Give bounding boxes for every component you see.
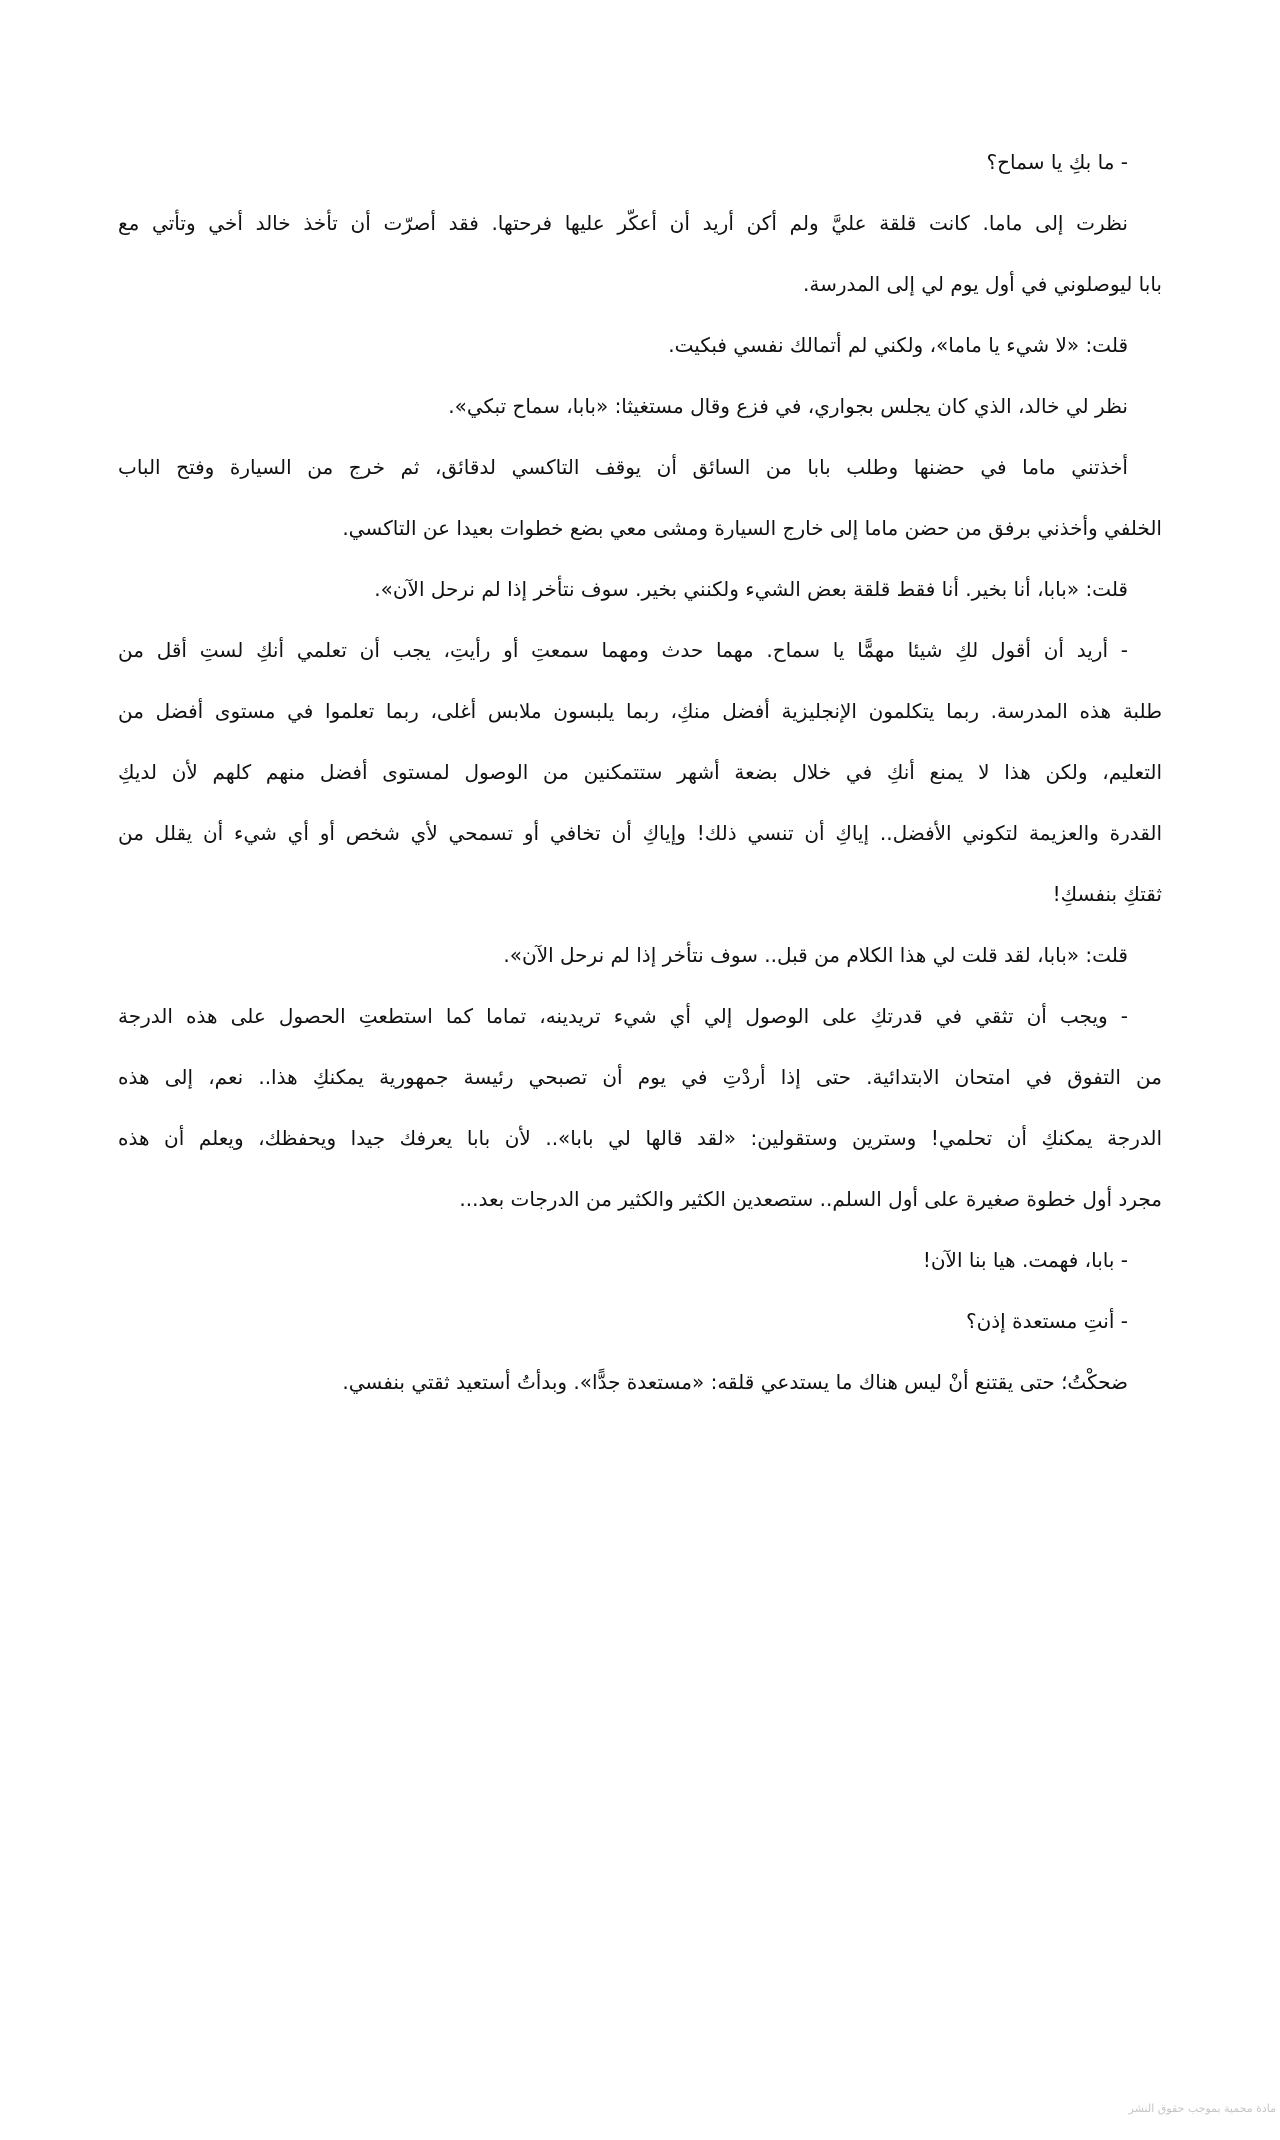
text-line: قلت: «لا شيء يا ماما»، ولكني لم أتمالك نفسي فبكيت. bbox=[668, 333, 1128, 357]
copyright-watermark: مادة محمية بموجب حقوق النشر bbox=[1128, 2102, 1276, 2115]
text-line: مجرد أول خطوة صغيرة على أول السلم.. ستصعدين الكثير والكثير من الدرجات بعد... bbox=[459, 1187, 1162, 1211]
paragraph-narration-4 bbox=[118, 437, 1162, 559]
text-line: من التفوق في امتحان الابتدائية. حتى إذا أردْتِ في يوم أن تصبحي رئيسة جمهورية يمكنكِ هذا.. نعم، إلى هذه bbox=[118, 1065, 1162, 1089]
text-line: الدرجة يمكنكِ أن تحلمي! وسترين وستقولين: «لقد قالها لي بابا».. لأن بابا يعرفك جيدا ويحفظك، ويعلم أن هذه bbox=[118, 1126, 1162, 1150]
text-line: ضحكْتُ؛ حتى يقتنع أنْ ليس هناك ما يستدعي قلقه: «مستعدة جدًّا». وبدأتُ أستعيد ثقتي بنفسي. bbox=[342, 1370, 1128, 1394]
text-line: نظرت إلى ماما. كانت قلقة عليَّ ولم أكن أريد أن أعكّر عليها فرحتها. فقد أصرّت أن تأخذ خالد أخي وتأتي مع bbox=[118, 211, 1128, 235]
text-line: - أنتِ مستعدة إذن؟ bbox=[965, 1309, 1128, 1333]
text-line: طلبة هذه المدرسة. ربما يتكلمون الإنجليزية أفضل منكِ، ربما يلبسون ملابس أغلى، ربما تعلموا في مستوى أفضل من bbox=[118, 699, 1162, 723]
text-line: قلت: «بابا، أنا بخير. أنا فقط قلقة بعض الشيء ولكنني بخير. سوف نتأخر إذا لم نرحل الآن». bbox=[374, 577, 1128, 601]
paragraph-narration-3 bbox=[118, 376, 1162, 437]
paragraph-narration-6 bbox=[118, 925, 1162, 986]
text-line: ثقتكِ بنفسكِ! bbox=[1052, 882, 1162, 906]
paragraph-dialogue-1 bbox=[118, 132, 1162, 193]
paragraph-narration-7 bbox=[118, 1352, 1162, 1413]
text-line: قلت: «بابا، لقد قلت لي هذا الكلام من قبل.. سوف نتأخر إذا لم نرحل الآن». bbox=[503, 943, 1128, 967]
paragraph-dialogue-5 bbox=[118, 1291, 1162, 1352]
book-page-text bbox=[118, 132, 1162, 1413]
text-line: أخذتني ماما في حضنها وطلب بابا من السائق أن يوقف التاكسي لدقائق، ثم خرج من السيارة وفتح الباب bbox=[118, 455, 1128, 479]
text-line: - ما بكِ يا سماح؟ bbox=[986, 150, 1128, 174]
text-line: - ويجب أن تثقي في قدرتكِ على الوصول إلي أي شيء تريدينه، تماما كما استطعتِ الحصول على هذه الدرجة bbox=[118, 1004, 1128, 1028]
text-line: نظر لي خالد، الذي كان يجلس بجواري، في فزع وقال مستغيثا: «بابا، سماح تبكي». bbox=[448, 394, 1128, 418]
text-line: التعليم، ولكن هذا لا يمنع أنكِ في خلال بضعة أشهر ستتمكنين من الوصول لمستوى أفضل منهم كلهم لأن لديكِ bbox=[118, 760, 1162, 784]
paragraph-dialogue-4 bbox=[118, 1230, 1162, 1291]
paragraph-dialogue-3 bbox=[118, 986, 1162, 1230]
text-line: - أريد أن أقول لكِ شيئا مهمًّا يا سماح. مهما حدث ومهما سمعتِ أو رأيتِ، يجب أن تعلمي أنكِ لستِ أقل من bbox=[118, 638, 1128, 662]
text-line: بابا ليوصلوني في أول يوم لي إلى المدرسة. bbox=[802, 272, 1162, 296]
text-line: - بابا، فهمت. هيا بنا الآن! bbox=[922, 1248, 1128, 1272]
text-line: الخلفي وأخذني برفق من حضن ماما إلى خارج السيارة ومشى معي بضع خطوات بعيدا عن التاكسي. bbox=[342, 516, 1162, 540]
paragraph-narration-2 bbox=[118, 315, 1162, 376]
paragraph-dialogue-2 bbox=[118, 620, 1162, 925]
paragraph-narration-5 bbox=[118, 559, 1162, 620]
paragraph-narration-1 bbox=[118, 193, 1162, 315]
text-line: القدرة والعزيمة لتكوني الأفضل.. إياكِ أن تنسي ذلك! وإياكِ أن تخافي أو تسمحي لأي شخص أو أي شيء أن يقلل من bbox=[118, 821, 1162, 845]
